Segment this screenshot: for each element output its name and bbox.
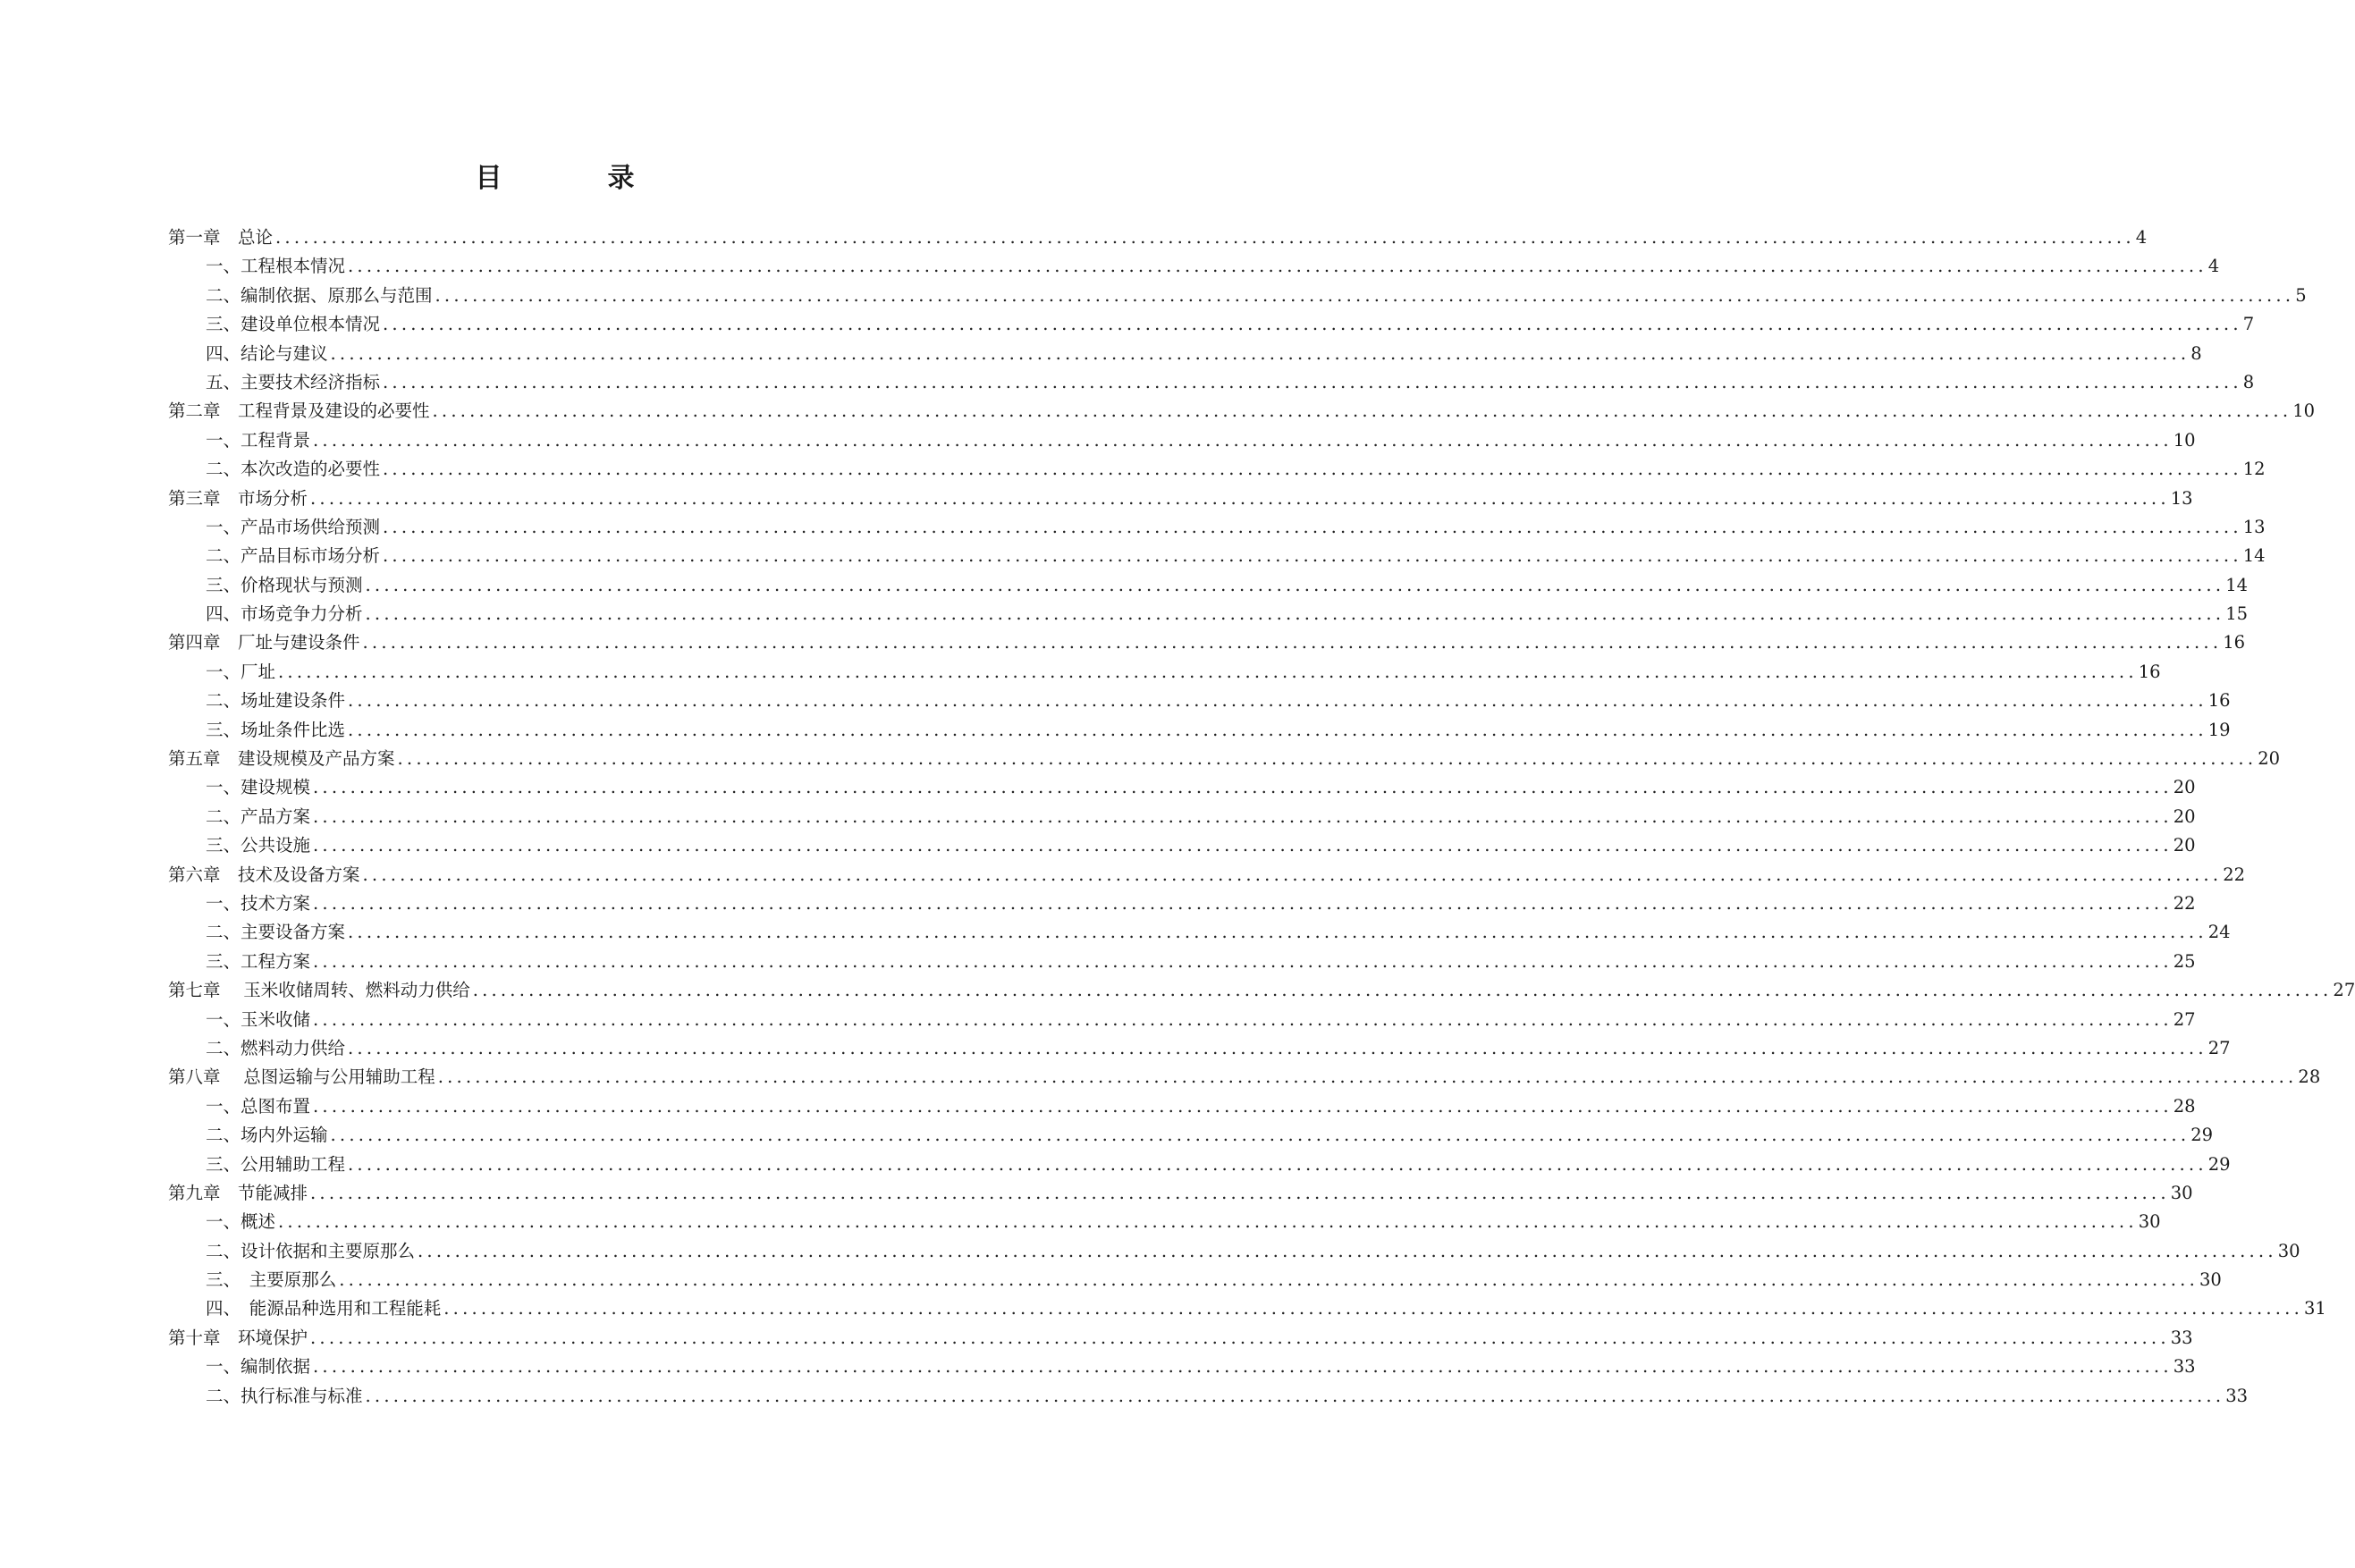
toc-dot-leader: ........................................................................................................................................................................................................ bbox=[383, 516, 2242, 537]
toc-page-number: 8 bbox=[2190, 342, 2202, 364]
toc-section-entry[interactable] bbox=[168, 716, 2231, 745]
toc-page-number: 16 bbox=[2207, 690, 2231, 712]
toc-entry-title: 二、燃料动力供给 bbox=[206, 1037, 346, 1058]
toc-page-number: 27 bbox=[2207, 1037, 2231, 1058]
toc-page-number: 15 bbox=[2225, 603, 2249, 625]
toc-entry-title: 一、概述 bbox=[206, 1211, 276, 1233]
toc-page-number: 20 bbox=[2173, 777, 2196, 798]
toc-page-number: 8 bbox=[2242, 371, 2255, 392]
toc-page-number: 20 bbox=[2173, 835, 2196, 856]
toc-dot-leader: ........................................................................................................................................................................................................ bbox=[362, 864, 2223, 885]
toc-entry-title: 四、结论与建议 bbox=[206, 342, 328, 364]
toc-chapter-entry[interactable] bbox=[168, 223, 2148, 252]
toc-entry-title: 一、技术方案 bbox=[206, 892, 311, 914]
toc-chapter-entry[interactable] bbox=[168, 745, 2281, 773]
toc-page-number: 28 bbox=[2173, 1095, 2196, 1117]
toc-entry-title: 一、厂址 bbox=[206, 661, 276, 682]
toc-entry-title: 二、产品方案 bbox=[206, 805, 311, 827]
toc-chapter-entry[interactable] bbox=[168, 861, 2246, 889]
toc-entry-title: 一、玉米收储 bbox=[206, 1008, 311, 1030]
toc-entry-title: 第七章 玉米收储周转、燃料动力供给 bbox=[168, 980, 470, 1001]
toc-section-entry[interactable] bbox=[168, 1006, 2196, 1034]
toc-dot-leader: ........................................................................................................................................................................................................ bbox=[278, 661, 2138, 682]
toc-chapter-entry[interactable] bbox=[168, 628, 2246, 657]
toc-page-number: 28 bbox=[2298, 1066, 2321, 1088]
toc-entry-title: 三、公用辅助工程 bbox=[206, 1153, 346, 1175]
toc-entry-title: 第九章 节能减排 bbox=[168, 1182, 308, 1203]
toc-dot-leader: ........................................................................................................................................................................................................ bbox=[313, 950, 2173, 972]
toc-section-entry[interactable] bbox=[168, 1092, 2196, 1121]
toc-entry-title: 三、场址条件比选 bbox=[206, 719, 346, 740]
toc-entry-title: 一、工程根本情况 bbox=[206, 256, 346, 277]
toc-section-entry[interactable] bbox=[168, 340, 2202, 368]
toc-dot-leader: ........................................................................................................................................................................................................ bbox=[313, 1356, 2173, 1378]
toc-dot-leader: ........................................................................................................................................................................................................ bbox=[365, 1385, 2225, 1406]
toc-page-number: 20 bbox=[2173, 805, 2196, 827]
toc-section-entry[interactable] bbox=[168, 831, 2196, 860]
toc-entry-title: 二、本次改造的必要性 bbox=[206, 459, 381, 480]
toc-page-number: 14 bbox=[2242, 545, 2266, 567]
toc-section-entry[interactable] bbox=[168, 542, 2266, 570]
toc-chapter-entry[interactable] bbox=[168, 485, 2193, 513]
toc-section-entry[interactable] bbox=[168, 513, 2266, 542]
toc-page-number: 24 bbox=[2207, 922, 2231, 943]
toc-entry-title: 三、建设单位根本情况 bbox=[206, 314, 381, 335]
toc-entry-title: 一、编制依据 bbox=[206, 1356, 311, 1378]
toc-section-entry[interactable] bbox=[168, 1208, 2161, 1236]
toc-chapter-entry[interactable] bbox=[168, 1324, 2193, 1353]
toc-section-entry[interactable] bbox=[168, 687, 2231, 715]
toc-dot-leader: ........................................................................................................................................................................................................ bbox=[383, 545, 2242, 567]
toc-entry-title: 二、场内外运输 bbox=[206, 1125, 328, 1146]
toc-section-entry[interactable] bbox=[168, 1237, 2300, 1266]
toc-entry-title: 四、市场竞争力分析 bbox=[206, 603, 363, 625]
toc-chapter-entry[interactable] bbox=[168, 397, 2316, 426]
toc-dot-leader: ........................................................................................................................................................................................................ bbox=[339, 1269, 2199, 1291]
toc-entry-title: 二、主要设备方案 bbox=[206, 922, 346, 943]
toc-entry-title: 一、产品市场供给预测 bbox=[206, 516, 381, 537]
toc-dot-leader: ........................................................................................................................................................................................................ bbox=[275, 227, 2135, 248]
toc-dot-leader: ........................................................................................................................................................................................................ bbox=[365, 603, 2225, 625]
toc-section-entry[interactable] bbox=[168, 1034, 2231, 1063]
toc-dot-leader: ........................................................................................................................................................................................................ bbox=[313, 1095, 2173, 1117]
toc-page-number: 29 bbox=[2190, 1125, 2214, 1146]
toc-dot-leader: ........................................................................................................................................................................................................ bbox=[348, 922, 2207, 943]
toc-section-entry[interactable] bbox=[168, 658, 2161, 687]
table-of-contents bbox=[168, 223, 2355, 1411]
toc-dot-leader: ........................................................................................................................................................................................................ bbox=[313, 835, 2173, 856]
toc-section-entry[interactable] bbox=[168, 918, 2231, 947]
toc-dot-leader: ........................................................................................................................................................................................................ bbox=[472, 980, 2333, 1001]
toc-section-entry[interactable] bbox=[168, 948, 2196, 976]
toc-entry-title: 一、总图布置 bbox=[206, 1095, 311, 1117]
toc-dot-leader: ........................................................................................................................................................................................................ bbox=[330, 342, 2190, 364]
toc-dot-leader: ........................................................................................................................................................................................................ bbox=[383, 314, 2242, 335]
toc-entry-title: 第六章 技术及设备方案 bbox=[168, 864, 360, 885]
toc-page-number: 13 bbox=[2170, 487, 2193, 509]
toc-section-entry[interactable] bbox=[168, 803, 2196, 831]
toc-page-number: 10 bbox=[2292, 400, 2316, 422]
toc-entry-title: 三、 主要原那么 bbox=[206, 1269, 337, 1291]
toc-page-number: 7 bbox=[2242, 314, 2255, 335]
toc-dot-leader: ........................................................................................................................................................................................................ bbox=[418, 1240, 2277, 1261]
toc-entry-title: 第十章 环境保护 bbox=[168, 1327, 308, 1348]
toc-dot-leader: ........................................................................................................................................................................................................ bbox=[310, 1182, 2170, 1203]
toc-dot-leader: ........................................................................................................................................................................................................ bbox=[330, 1125, 2190, 1146]
toc-dot-leader: ........................................................................................................................................................................................................ bbox=[313, 805, 2173, 827]
toc-section-entry[interactable] bbox=[168, 1294, 2326, 1323]
page-title: 目 录 bbox=[475, 163, 674, 195]
toc-section-entry[interactable] bbox=[168, 282, 2307, 310]
toc-page-number: 33 bbox=[2225, 1385, 2249, 1406]
toc-page-number: 14 bbox=[2225, 574, 2249, 595]
toc-chapter-entry[interactable] bbox=[168, 1063, 2321, 1092]
toc-dot-leader: ........................................................................................................................................................................................................ bbox=[313, 429, 2173, 451]
toc-dot-leader: ........................................................................................................................................................................................................ bbox=[310, 487, 2170, 509]
toc-chapter-entry[interactable] bbox=[168, 976, 2355, 1005]
toc-section-entry[interactable] bbox=[168, 252, 2220, 281]
toc-page-number: 12 bbox=[2242, 459, 2266, 480]
toc-entry-title: 一、工程背景 bbox=[206, 429, 311, 451]
toc-page-number: 33 bbox=[2170, 1327, 2193, 1348]
toc-dot-leader: ........................................................................................................................................................................................................ bbox=[313, 892, 2173, 914]
toc-dot-leader: ........................................................................................................................................................................................................ bbox=[278, 1211, 2138, 1233]
toc-entry-title: 二、执行标准与标准 bbox=[206, 1385, 363, 1406]
toc-dot-leader: ........................................................................................................................................................................................................ bbox=[383, 371, 2242, 392]
toc-page-number: 10 bbox=[2173, 429, 2196, 451]
toc-section-entry[interactable] bbox=[168, 571, 2249, 600]
toc-page-number: 19 bbox=[2207, 719, 2231, 740]
toc-dot-leader: ........................................................................................................................................................................................................ bbox=[313, 1008, 2173, 1030]
toc-page-number: 16 bbox=[2138, 661, 2161, 682]
toc-entry-title: 三、公共设施 bbox=[206, 835, 311, 856]
toc-entry-title: 一、建设规模 bbox=[206, 777, 311, 798]
toc-page-number: 30 bbox=[2138, 1211, 2161, 1233]
toc-entry-title: 第八章 总图运输与公用辅助工程 bbox=[168, 1066, 435, 1088]
toc-page-number: 5 bbox=[2295, 284, 2307, 306]
toc-section-entry[interactable] bbox=[168, 368, 2255, 397]
toc-page-number: 31 bbox=[2303, 1298, 2326, 1319]
toc-page-number: 22 bbox=[2223, 864, 2246, 885]
toc-entry-title: 第三章 市场分析 bbox=[168, 487, 308, 509]
toc-section-entry[interactable] bbox=[168, 889, 2196, 918]
toc-dot-leader: ........................................................................................................................................................................................................ bbox=[432, 400, 2292, 422]
toc-page-number: 27 bbox=[2333, 980, 2355, 1001]
toc-section-entry[interactable] bbox=[168, 1266, 2222, 1294]
toc-dot-leader: ........................................................................................................................................................................................................ bbox=[362, 632, 2223, 653]
toc-page-number: 33 bbox=[2173, 1356, 2196, 1378]
toc-page-number: 20 bbox=[2258, 748, 2281, 770]
toc-dot-leader: ........................................................................................................................................................................................................ bbox=[435, 284, 2295, 306]
toc-entry-title: 二、产品目标市场分析 bbox=[206, 545, 381, 567]
toc-page-number: 4 bbox=[2135, 227, 2148, 248]
toc-section-entry[interactable] bbox=[168, 1382, 2249, 1411]
toc-dot-leader: ........................................................................................................................................................................................................ bbox=[310, 1327, 2170, 1348]
toc-page-number: 25 bbox=[2173, 950, 2196, 972]
toc-page-number: 30 bbox=[2199, 1269, 2222, 1291]
toc-dot-leader: ........................................................................................................................................................................................................ bbox=[365, 574, 2225, 595]
toc-entry-title: 四、 能源品种选用和工程能耗 bbox=[206, 1298, 442, 1319]
toc-entry-title: 二、场址建设条件 bbox=[206, 690, 346, 712]
toc-section-entry[interactable] bbox=[168, 1151, 2231, 1179]
toc-entry-title: 二、编制依据、原那么与范围 bbox=[206, 284, 433, 306]
toc-page-number: 30 bbox=[2170, 1182, 2193, 1203]
toc-page-number: 22 bbox=[2173, 892, 2196, 914]
toc-entry-title: 五、主要技术经济指标 bbox=[206, 371, 381, 392]
toc-page-number: 13 bbox=[2242, 516, 2266, 537]
toc-entry-title: 三、工程方案 bbox=[206, 950, 311, 972]
toc-dot-leader: ........................................................................................................................................................................................................ bbox=[348, 1153, 2207, 1175]
toc-dot-leader: ........................................................................................................................................................................................................ bbox=[437, 1066, 2298, 1088]
toc-page-number: 27 bbox=[2173, 1008, 2196, 1030]
toc-page-number: 29 bbox=[2207, 1153, 2231, 1175]
toc-dot-leader: ........................................................................................................................................................................................................ bbox=[397, 748, 2258, 770]
toc-section-entry[interactable] bbox=[168, 600, 2249, 628]
toc-page-number: 16 bbox=[2223, 632, 2246, 653]
toc-dot-leader: ........................................................................................................................................................................................................ bbox=[348, 690, 2207, 712]
toc-entry-title: 第二章 工程背景及建设的必要性 bbox=[168, 400, 430, 422]
toc-entry-title: 二、设计依据和主要原那么 bbox=[206, 1240, 416, 1261]
toc-dot-leader: ........................................................................................................................................................................................................ bbox=[348, 1037, 2207, 1058]
toc-dot-leader: ........................................................................................................................................................................................................ bbox=[348, 719, 2207, 740]
toc-dot-leader: ........................................................................................................................................................................................................ bbox=[348, 256, 2207, 277]
toc-section-entry[interactable] bbox=[168, 310, 2255, 339]
toc-chapter-entry[interactable] bbox=[168, 1179, 2193, 1208]
toc-section-entry[interactable] bbox=[168, 1353, 2196, 1381]
toc-dot-leader: ........................................................................................................................................................................................................ bbox=[313, 777, 2173, 798]
toc-section-entry[interactable] bbox=[168, 426, 2196, 455]
toc-entry-title: 第五章 建设规模及产品方案 bbox=[168, 748, 395, 770]
toc-page-number: 30 bbox=[2277, 1240, 2300, 1261]
toc-dot-leader: ........................................................................................................................................................................................................ bbox=[383, 459, 2242, 480]
toc-section-entry[interactable] bbox=[168, 1121, 2214, 1150]
toc-entry-title: 三、价格现状与预测 bbox=[206, 574, 363, 595]
toc-section-entry[interactable] bbox=[168, 455, 2266, 484]
toc-entry-title: 第一章 总论 bbox=[168, 227, 274, 248]
toc-section-entry[interactable] bbox=[168, 773, 2196, 802]
toc-entry-title: 第四章 厂址与建设条件 bbox=[168, 632, 360, 653]
toc-page-number: 4 bbox=[2207, 256, 2220, 277]
toc-dot-leader: ........................................................................................................................................................................................................ bbox=[443, 1298, 2303, 1319]
